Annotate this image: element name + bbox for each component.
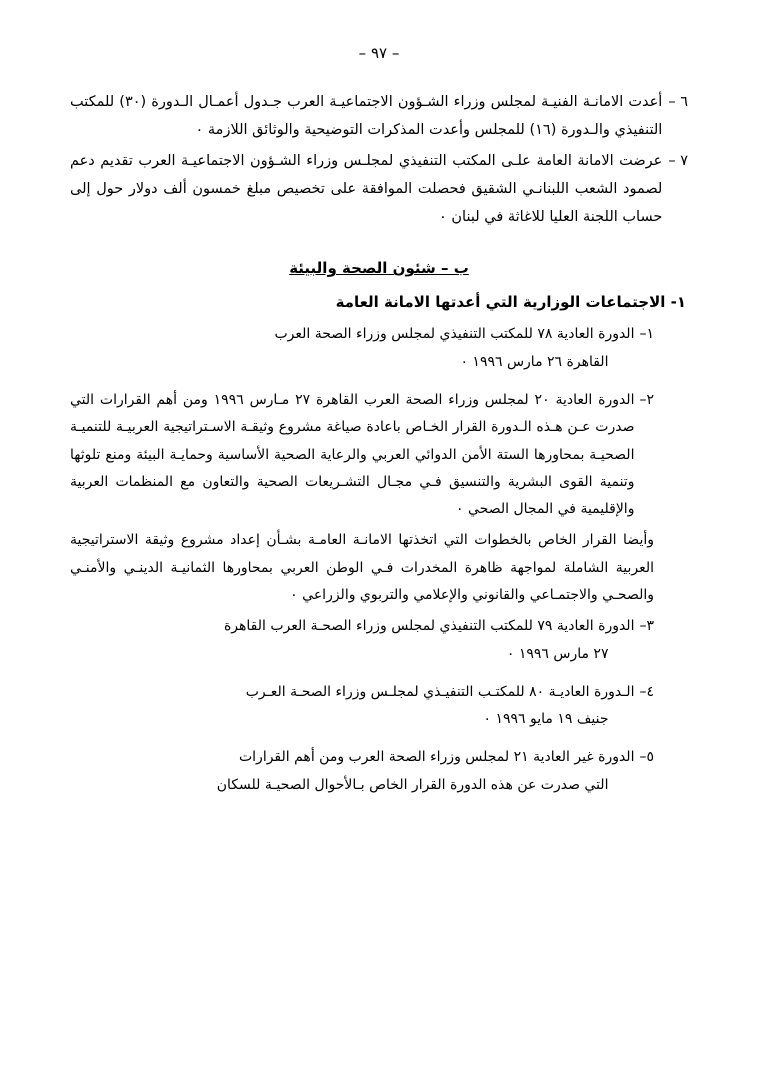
continuation-paragraph: وأيضا القرار الخاص بالخطوات التي اتخذتها الامانـة العامـة بشـأن إعداد مشروع وثيقة الاستراتيجية العربية الشاملة لمواجهة ظاهرة المخدرات فـي الوطن العربي بمحاورها الثمانيـة الدينـي والأمنـي والصحـي والاجتمـاعي والقانوني والإعلامي والتربوي والزراعي ٠	[70, 532, 654, 603]
meeting-entry	[70, 613, 654, 668]
meeting-entry	[70, 387, 654, 523]
meeting-line-1: الدورة غير العادية ٢١ لمجلس وزراء الصحة العرب ومن أهم القرارات	[238, 749, 635, 766]
section-sub-heading: ١- الاجتماعات الوزارية التي أعدتها الامانة العامة	[335, 293, 686, 312]
meeting-line-1: الـدورة العاديـة ٨٠ للمكتـب التنفيـذي لمجلـس وزراء الصحـة العـرب	[245, 683, 635, 700]
meeting-entry	[70, 321, 654, 376]
meeting-line-2: التي صدرت عن هذه الدورة القرار الخاص بـالأحوال الصحيـة للسكان	[216, 776, 609, 793]
entry-spacer	[70, 380, 654, 387]
list-item	[70, 88, 688, 145]
entry-spacer	[70, 737, 654, 744]
list-item-text: عرضت الامانة العامة علـى المكتب التنفيذي لمجلـس وزراء الشـؤون الاجتماعيـة العرب تقديم دعم لصمود الشعب اللبنانـي الشقيق فحصلت الموافقة على تخصيص مبلغ خمسون ألف دولار حول إلى حساب اللجنة العليا للاغاثة في لبنان ٠	[70, 152, 663, 226]
meeting-line-2: جنيف ١٩ مايو ١٩٩٦ ٠	[483, 711, 609, 728]
meeting-text: الدورة العادية ٢٠ لمجلس وزراء الصحة العرب القاهرة ٢٧ مـارس ١٩٩٦ ومن أهم القرارات التي صدرت عـن هـذه الـدورة القرار الخـاص باعادة صياغة مشروع وثيقـة الاسـتراتيجية العربيـة للتنميـة الصحيـة بمحاورها الستة الأمن الدوائي العربي والرعاية الصحية الأساسية وحمايـة البيئة ومنع تلوثها وتنمية القوى البشرية والتنسيق فـي مجـال التشـريعات الصحية والتعاون مع المنظمات العربية والإقليمية في المجال الصحي ٠	[70, 391, 635, 518]
meeting-line-1: الدورة العادية ٧٩ للمكتب التنفيذي لمجلس وزراء الصحـة العرب القاهرة	[223, 618, 635, 635]
page-number: – ٩٧ –	[358, 44, 400, 62]
meeting-text	[70, 613, 634, 668]
meeting-line-2: القاهرة ٢٦ مارس ١٩٩٦ ٠	[460, 353, 609, 370]
top-numbered-list	[70, 88, 688, 231]
section-heading: ب – شئون الصحة والبيئة	[289, 259, 469, 278]
list-item	[70, 147, 688, 232]
list-item-marker: ٧ –	[668, 152, 688, 169]
meeting-marker: ١–	[639, 326, 654, 343]
meeting-text	[70, 679, 634, 734]
section-spacer	[70, 233, 688, 259]
meeting-marker: ٢–	[639, 391, 654, 408]
meeting-line-2: ٢٧ مارس ١٩٩٦ ٠	[506, 645, 609, 662]
entry-spacer	[70, 672, 654, 679]
list-item-marker: ٦ –	[668, 94, 688, 110]
meeting-line-1: الدورة العادية ٧٨ للمكتب التنفيذي لمجلس وزراء الصحة العرب	[274, 326, 635, 343]
meeting-marker: ٤–	[639, 683, 654, 700]
meeting-marker: ٥–	[639, 749, 654, 766]
meetings-list	[70, 321, 688, 799]
meeting-marker: ٣–	[639, 618, 654, 635]
meeting-text	[70, 744, 634, 799]
meeting-entry	[70, 679, 654, 734]
list-item-text: أعدت الامانـة الفنيـة لمجلس وزراء الشـؤون الاجتماعيـة العرب جـدول أعمـال الـدورة (٣٠) للمكتب التنفيذي والـدورة (١٦) للمجلس وأعدت المذكرات التوضيحية والوثائق اللازمة ٠	[70, 94, 663, 139]
meeting-entry	[70, 744, 654, 799]
meeting-text	[70, 321, 634, 376]
